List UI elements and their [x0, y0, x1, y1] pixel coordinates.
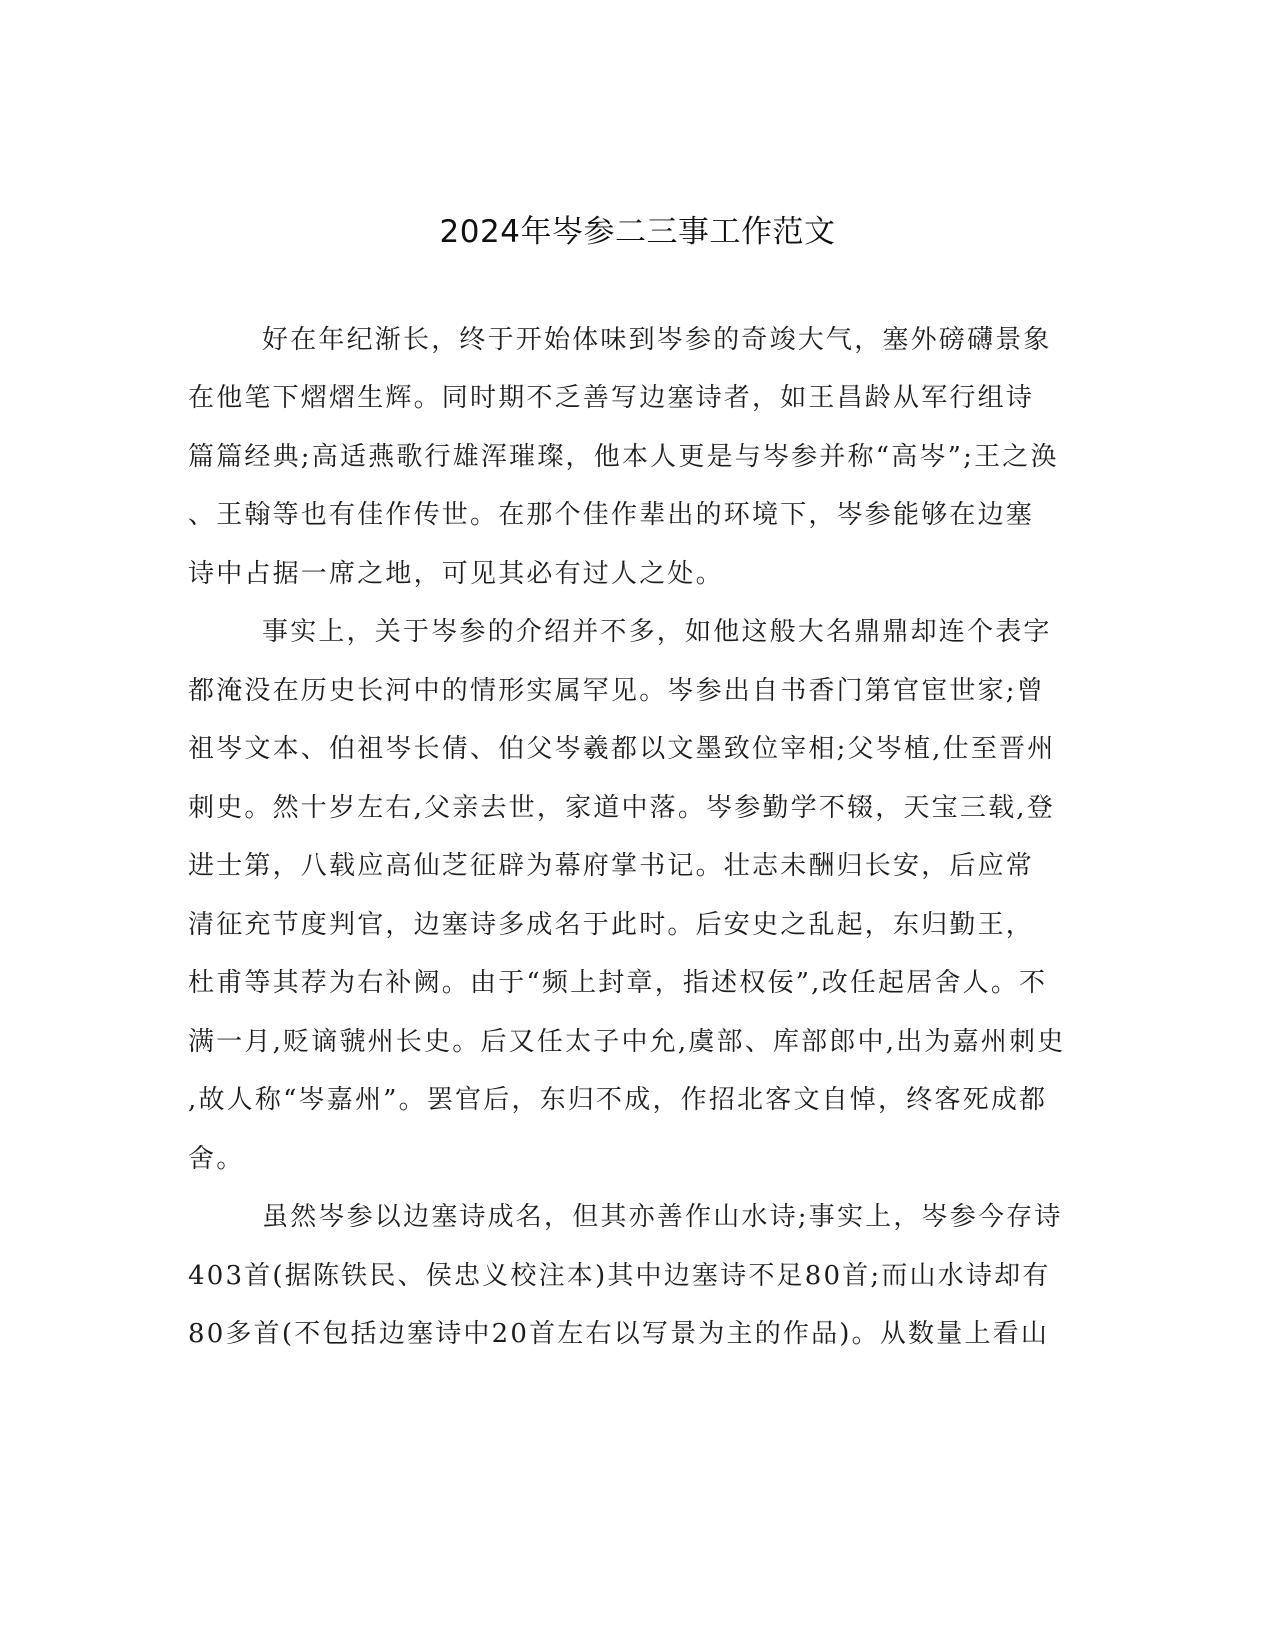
paragraph-3-line-2: 403首(据陈铁民、侯忠义校注本)其中边塞诗不足80首;而山水诗却有 [188, 1261, 1051, 1291]
paragraph-1-line-5: 诗中占据一席之地，可见其必有过人之处。 [188, 559, 724, 589]
paragraph-2-line-8: 满一月,贬谪虢州长史。后又任太子中允,虞部、库部郎中,出为嘉州刺史 [188, 1027, 1066, 1057]
paragraph-3-line-1: 虽然岑参以边塞诗成名，但其亦善作山水诗;事实上，岑参今存诗 [262, 1202, 1063, 1232]
paragraph-2-line-6: 清征充节度判官，边塞诗多成名于此时。后安史之乱起，东归勤王， [188, 910, 1035, 940]
paragraph-2-line-2: 都淹没在历史长河中的情形实属罕见。岑参出自书香门第官宦世家;曾 [188, 676, 1045, 706]
paragraph-2-line-10: 舍。 [188, 1144, 245, 1174]
paragraph-1-line-3: 篇篇经典;高适燕歌行雄浑璀璨，他本人更是与岑参并称“高岑”;王之涣 [188, 442, 1059, 472]
paragraph-3-line-3: 80多首(不包括边塞诗中20首左右以写景为主的作品)。从数量上看山 [188, 1319, 1050, 1349]
document-title: 2024年岑参二三事工作范文 [439, 214, 836, 250]
paragraph-2-line-9: ,故人称“岑嘉州”。罢官后，东归不成，作招北客文自悼，终客死成都 [188, 1085, 1048, 1115]
paragraph-1-line-1: 好在年纪渐长，终于开始体味到岑参的奇竣大气，塞外磅礴景象 [262, 325, 1052, 355]
paragraph-2-line-3: 祖岑文本、伯祖岑长倩、伯父岑羲都以文墨致位宰相;父岑植,仕至晋州 [188, 734, 1056, 764]
paragraph-2-line-5: 进士第，八载应高仙芝征辟为幕府掌书记。壮志未酬归长安，后应常 [188, 851, 1035, 881]
paragraph-2-line-1: 事实上，关于岑参的介绍并不多，如他这般大名鼎鼎却连个表字 [262, 617, 1052, 647]
paragraph-2-line-7: 杜甫等其荐为右补阙。由于“频上封章，指述权佞”,改任起居舍人。不 [188, 968, 1048, 998]
paragraph-1-line-2: 在他笔下熠熠生辉。同时期不乏善写边塞诗者，如王昌龄从军行组诗 [188, 383, 1035, 413]
paragraph-2-line-4: 刺史。然十岁左右,父亲去世，家道中落。岑参勤学不辍，天宝三载,登 [188, 793, 1055, 823]
paragraph-1-line-4: 、王翰等也有佳作传世。在那个佳作辈出的环境下，岑参能够在边塞 [188, 500, 1035, 530]
